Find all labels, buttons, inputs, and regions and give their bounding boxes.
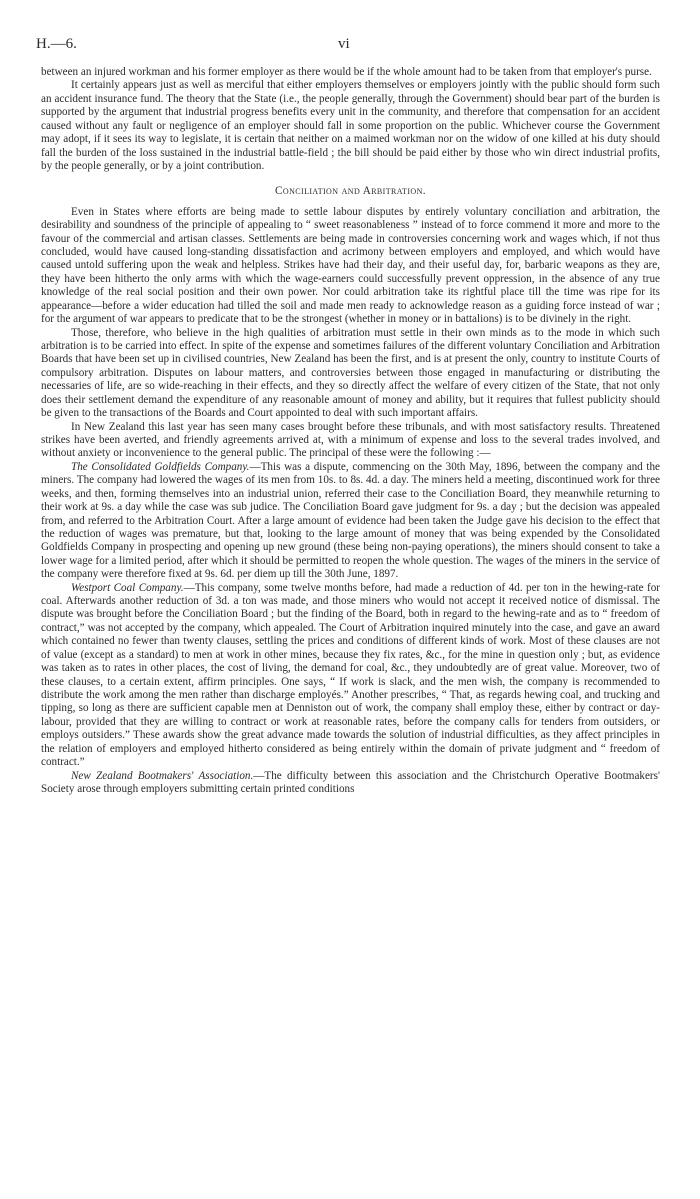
paragraph-accident-insurance: It certainly appears just as well as merciful that either employers themselves or employers jointly with the public should form such an accident insurance fund. The theory that the State (i.e., the people generally, through the Government) should bear part of the burden is supported by the argument that industrial progress benefits every unit in the community, and therefore that compensation for an accident caused without any fault or negligence of an employer should fall in some proportion on the public. Whichever course the Government may adopt, if it sees its way to legislate, it is certain that neither on a maimed workman nor on the widow of one killed at his duty should fall the burden of the loss sustained in the industrial battle-field ; the bill should be paid either by those who win direct industrial profits, by the people generally, or by a joint contribution. (41, 79, 660, 172)
paragraph-westport-coal (41, 582, 660, 770)
page-number: vi (338, 36, 350, 52)
case-text: —The difficulty between this association and the Christchurch Operative Bootmakers' Society arose through employers submitting certain printed conditions (41, 769, 660, 795)
section-heading: Conciliation and Arbitration. (275, 185, 426, 198)
case-text: —This company, some twelve months before, had made a reduction of 4d. per ton in the hewing-rate for coal. Afterwards another reduction of 3d. a ton was made, and those miners who would not accept it received notice of dismissal. The dispute was brought before the Conciliation Board ; but the finding of the Board, both in regard to the hewing-rate and as to “ freedom of contract,” was not accepted by the company, which appealed. The Court of Arbitration inquired minutely into the case, and gave an award which contained no fewer than twenty clauses, settling the prices and conditions of different kinds of work. Most of these clauses are not of value (except as a standard) to men at work in other mines, because they fix rates, &c., for the mine in question only ; but, as evidence was taken as to rates in other places, the cost of living, the demand for coal, &c., they undoubtedly are of great value. Moreover, two of these clauses, to a certain extent, affirm principles. One says, “ If work is slack, and the men wish, the company is recommended to distribute the work among the men rather than discharge employés.” Another prescribes, “ That, as regards hewing coal, and trucking and tipping, so long as there are sufficient capable men at Denniston out of work, the company shall employ these, either by contract or day-labour, provided that they are willing to contract or work at reasonable rates, before the company calls for tenders from outsiders, or employs outsiders.” These awards show the great advance made towards the solution of industrial difficulties, as they affect principles in the relation of employers and employed hitherto considered as being entirely within the domain of private judgment and “ freedom of contract.” (41, 581, 660, 769)
case-title: Westport Coal Company. (71, 581, 184, 594)
paragraph-new-zealand-cases: In New Zealand this last year has seen many cases brought before these tribunals, and with most satisfactory results. Threatened strikes have been averted, and friendly agreements arrived at, with a minimum of expense and loss to the several trades involved, and without anxiety or inconvenience to the general public. The principal of these were the following :— (41, 420, 660, 460)
paragraph-continuation: between an injured workman and his former employer as there would be if the whole amount had to be taken from that employer's purse. (41, 66, 652, 78)
document-reference: H.—6. (36, 36, 77, 52)
case-title: The Consolidated Goldfields Company. (71, 460, 250, 473)
paragraph-consolidated-goldfields (41, 461, 660, 582)
page-header (36, 36, 665, 56)
document-body (41, 66, 660, 796)
paragraph-voluntary-conciliation: Even in States where efforts are being made to settle labour disputes by entirely voluntary conciliation and arbitration, the desirability and soundness of the principle of appealing to “ sweet reasonableness ” instead of to force commend it more and more to the favour of the commercial and artisan classes. Settlements are being made in controversies concerning work and wages which, if not thus concluded, would have caused long-standing dissatisfaction and acrimony between employers and employed, and which would have caused untold suffering upon the weak and helpless. Strikes have had their day, and their useful day, for, barbaric weapons as they are, they have been hitherto the only arms with which the wage-earners could successfully prevent oppression, in the absence of any true knowledge of the real social position and their own power. Nor could arbitration take its rightful place till the time was ripe for its appearance—before a wider education had tilled the soil and made men ready to acknowledge reason as a guiding force instead of war ; for the argument of war appears to predicate that to be the strongest (whether in money or in battalions) is to be divinely in the right. (41, 205, 660, 326)
case-title: New Zealand Bootmakers' Association. (71, 769, 254, 782)
case-text: —This was a dispute, commencing on the 30th May, 1896, between the company and the miners. The company had lowered the wages of its men from 10s. to 8s. 4d. a day. The miners held a meeting, discontinued work for three weeks, and then, forming themselves into an industrial union, referred their case to the Conciliation Board, they meanwhile returning to their work at 9s. a day while the case was sub judice. The Conciliation Board gave judgment for 9s. a day ; but the decision was appealed from, and referred to the Arbitration Court. After a large amount of evidence had been taken the Judge gave his decision to the effect that the reduction of wages was premature, but that, looking to the large amount of money that was being expended by the Consolidated Goldfields Company in prospecting and opening up new ground (these being non-paying operations), the miners should consent to take a lower wage for a limited period, after which it should be permitted to reopen the whole question. The wages of the miners in the service of the company were therefore fixed at 9s. 6d. per diem up till the 30th June, 1897. (41, 460, 660, 581)
paragraph-arbitration-mode: Those, therefore, who believe in the high qualities of arbitration must settle in their own minds as to the mode in which such arbitration is to be carried into effect. In spite of the expense and sometimes failures of the different voluntary Conciliation and Arbitration Boards that have been set up in civilised countries, New Zealand has been the first, and is at present the only, country to institute Courts of compulsory arbitration. Disputes on labour matters, and controversies between those engaged in manufacturing or distributing the necessaries of life, are so wide-reaching in their effects, and they so directly affect the welfare of every citizen of the State, that not only does their settlement demand the expenditure of any reasonable amount of money and ability, but it requires that fullest publicity should be given to the transactions of the Boards and Court appointed to deal with such important affairs. (41, 326, 660, 420)
paragraph-bootmakers-association (41, 770, 660, 797)
